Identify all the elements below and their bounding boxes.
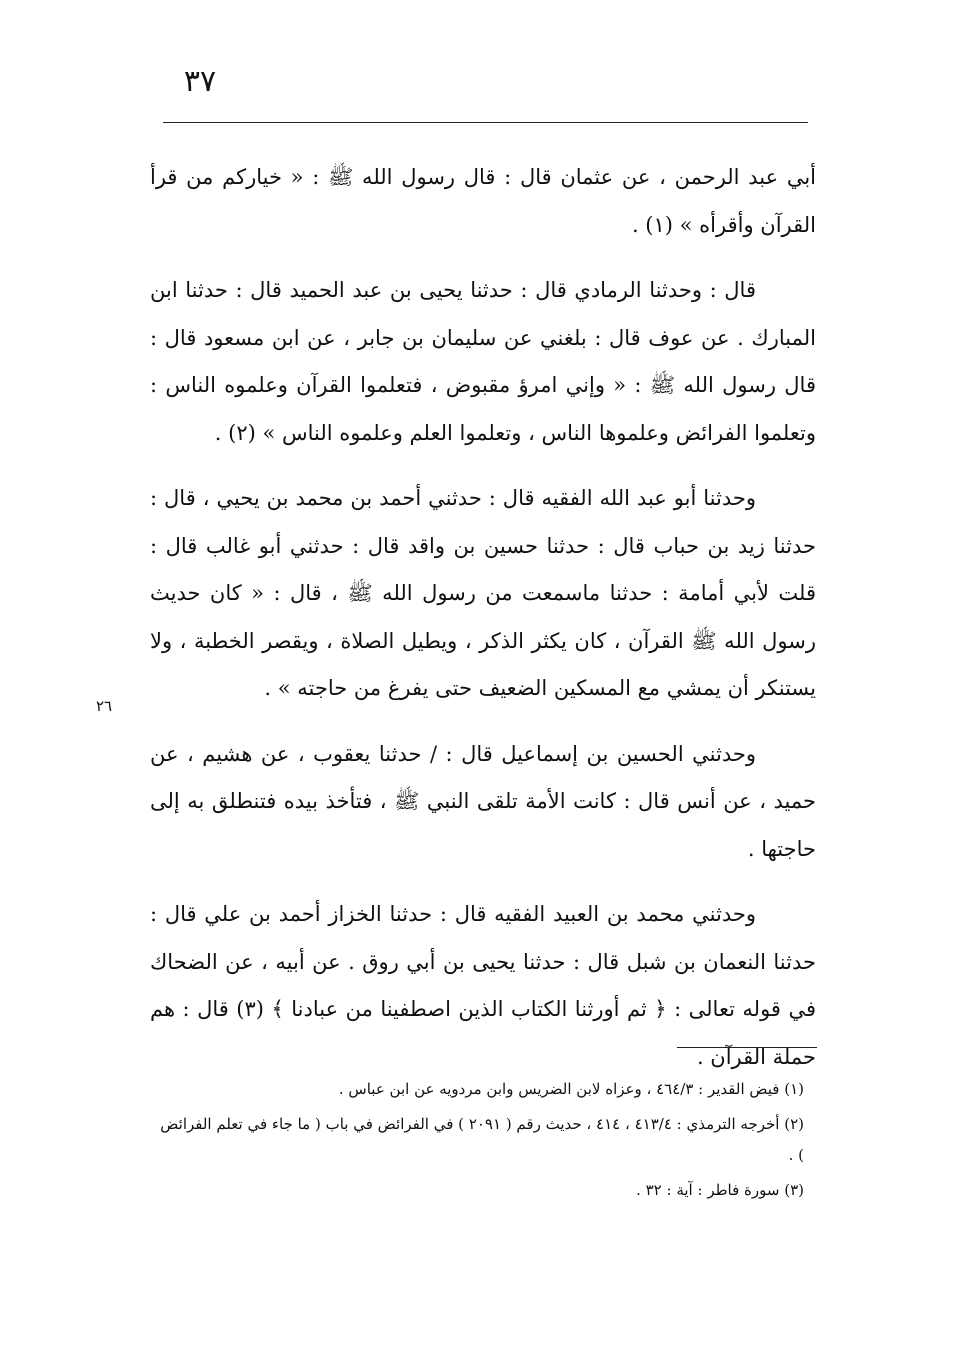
margin-marker: ٢٦: [95, 697, 113, 715]
paragraph: قال : وحدثنا الرمادي قال : حدثنا يحيى بن عبد الحميد قال : حدثنا ابن المبارك . عن عوف قال : بلغني عن سليمان بن جابر ، عن ابن مسعود قال : قال رسول الله ﷺ : « وإني امرؤ مقبوض ، فتعلموا القرآن وعلموه الناس : وتعلموا الفرائض وعلموها الناس ، وتعلموا العلم وعلموه الناس » (٢) .: [150, 278, 816, 445]
paragraph: وحدثني الحسين بن إسماعيل قال : / حدثنا يعقوب ، عن هشيم ، عن حميد ، عن أنس قال : كانت الأمة تلقى النبي ﷺ ، فتأخذ بيده فتنطلق به إلى حاجتها .: [150, 741, 816, 861]
body-text: [150, 154, 816, 1099]
footnotes: [150, 1074, 816, 1210]
footnote: (٣) سورة فاطر : آية : ٣٢ .: [636, 1181, 804, 1199]
paragraph: وحدثنا أبو عبد الله الفقيه قال : حدثني أحمد بن محمد بن يحيي ، قال : حدثنا زيد بن حباب قال : حدثنا حسين بن واقد قال : حدثني أبو غالب قال : قلت لأبي أمامة : حدثنا ماسمعت من رسول الله ﷺ ، قال : « كان حديث رسول الله ﷺ القرآن ، كان يكثر الذكر ، ويطيل الصلاة ، ويقصر الخطبة ، ولا يستنكر أن يمشي مع المسكين الضعيف حتى يفرغ من حاجته » .: [150, 486, 816, 700]
footnote-rule: [677, 1047, 817, 1048]
footnote: (١) فيض القدير : ٤٦٤/٣ ، وعزاه لابن الضريس وابن مردويه عن ابن عباس .: [338, 1080, 804, 1098]
page-number: ٣٧: [183, 64, 217, 99]
footnote: (٢) أخرجه الترمذي : ٤١٣/٤ ، ٤١٤ ، حديث رقم ( ٢٠٩١ ) في الفرائض في باب ( ما جاء في تعلم الفرائض ) .: [160, 1115, 804, 1164]
paragraph: وحدثني محمد بن العبيد الفقيه قال : حدثنا الخزاز أحمد بن علي قال : حدثنا النعمان بن شبل قال : حدثنا يحيى بن أبي روق . عن أبيه ، عن الضحاك في قوله تعالى : ﴿ ثم أورثنا الكتاب الذين اصطفينا من عبادنا ﴾ (٣) قال : هم حملة القرآن .: [150, 902, 816, 1069]
header-rule: [163, 122, 808, 123]
paragraph: أبي عبد الرحمن ، عن عثمان قال : قال رسول الله ﷺ : « خياركم من قرأ القرآن وأقرأه » (١) .: [150, 165, 816, 237]
